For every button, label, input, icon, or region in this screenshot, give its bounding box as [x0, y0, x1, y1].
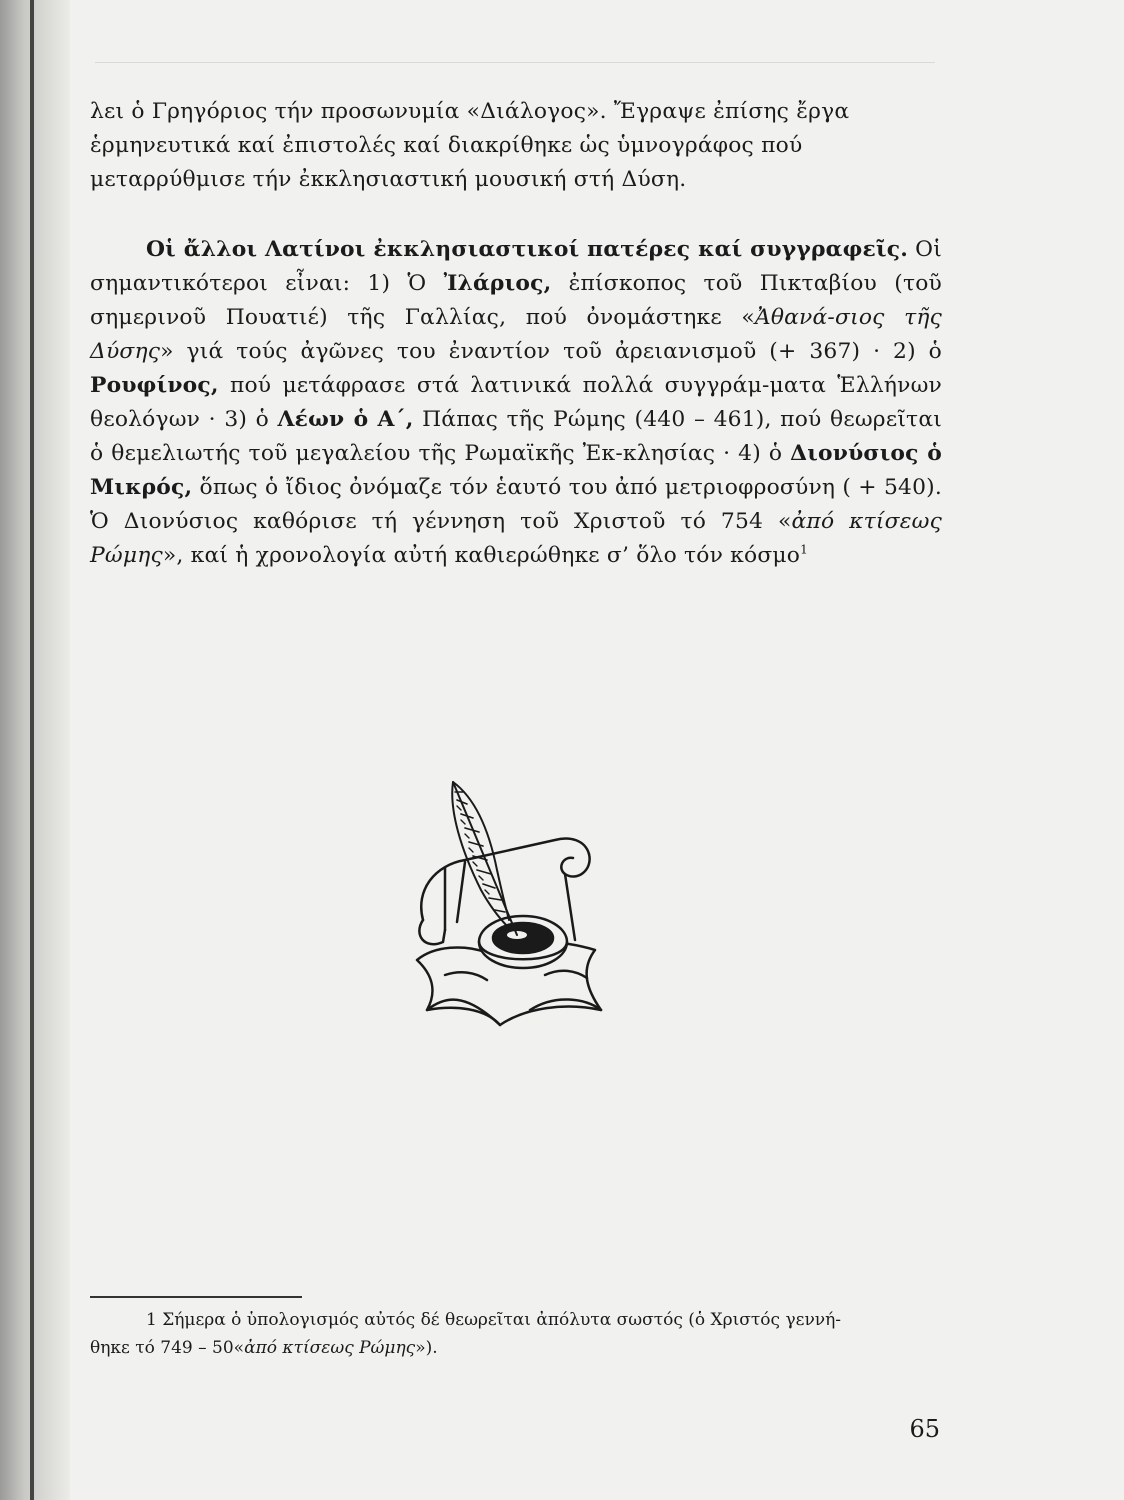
text-fragment: ὅπως ὁ ἴδιος ὀνόμαζε τόν ἑαυτό — [192, 475, 562, 500]
text-line: λει ὁ Γρηγόριος τήν προσωνυμία «Διάλογος». Ἔγραψε ἐπίσης ἔργα — [90, 99, 850, 124]
bleed-through — [95, 62, 935, 93]
name-hilarius: Ἰλάριος, — [443, 271, 552, 296]
name-leo: Λέων ὁ Α΄, — [277, 407, 414, 432]
footnote-divider — [90, 1296, 302, 1298]
text-fragment: σημαντικότεροι εἶναι: 1) Ὁ — [90, 271, 444, 296]
text-fragment: (τοῦ σημερινοῦ Πουατιέ) τῆς Γαλλίας, πού ὀνομάστηκε « — [90, 271, 942, 330]
italic-fragment: ἀπό κτίσεως Ρώμης — [90, 509, 942, 568]
text-line: ἑρμηνευτικά καί ἐπιστολές καί διακρίθηκε ὡς ὑμνογράφος πού — [90, 133, 803, 158]
text-fragment: 367) · 2) ὁ — [809, 339, 942, 364]
text-fragment: του ἀπό μετριοφροσύνη ( + 540). Ὁ Διονύσιος καθόρισε τή γέννηση — [90, 475, 942, 534]
footnote — [90, 1306, 942, 1362]
footnote-marker: 1 — [800, 542, 808, 557]
intro-paragraph — [90, 95, 942, 197]
text-fragment: Οἱ — [908, 237, 942, 262]
text-fragment: πού μετάφρασε στά λατινικά πολλά συγγράμ- — [218, 373, 770, 398]
text-fragment: τοῦ Χριστοῦ τό 754 « — [520, 509, 792, 534]
text-line: μεταρρύθμισε τήν ἐκκλησιαστική μουσική στή Δύση. — [90, 167, 687, 192]
latin-fathers-paragraph — [90, 233, 942, 573]
text-fragment: Πάπας τῆς Ρώμης (440 – — [413, 407, 706, 432]
footnote-text: »). — [415, 1338, 438, 1358]
page-number: 65 — [909, 1415, 940, 1443]
footnote-number: 1 — [146, 1310, 157, 1330]
main-text — [90, 95, 942, 573]
text-fragment: 461), πού θεωρεῖται ὁ θεμελιωτής τοῦ μεγαλείου τῆς Ρωμαϊκῆς Ἐκ- — [90, 407, 942, 466]
text-fragment: », καί ἡ χρονολογία αὐτή — [162, 543, 448, 568]
gutter-shadow — [0, 0, 70, 1500]
footnote-text: Σήμερα ὁ ὑπολογισμός αὐτός δέ θεωρεῖται ἀπόλυτα σωστός (ὁ Χριστός γεννή- — [156, 1310, 842, 1330]
italic-fragment: σιος τῆς Δύσης — [90, 305, 942, 364]
footnote-text: θηκε τό 749 – 50« — [90, 1338, 245, 1358]
footnote-italic: ἀπό κτίσεως Ρώμης — [244, 1338, 416, 1358]
name-rufinus: Ρουφίνος, — [90, 373, 219, 398]
italic-fragment: Ἀθανά- — [754, 305, 835, 330]
text-fragment: κλησίας · 4) ὁ — [622, 441, 791, 466]
text-fragment: ἐπίσκοπος τοῦ Πικταβίου — [551, 271, 878, 296]
name-dionysius: Διονύσιος ὁ Μικρός, — [90, 441, 942, 500]
quill-inkwell-scroll-icon — [405, 770, 615, 1035]
page-edge — [30, 0, 34, 1500]
text-fragment: καθιερώθηκε σ’ ὅλο τόν κόσμο — [454, 543, 801, 568]
text-fragment: ματα Ἑλλήνων θεολόγων · 3) ὁ — [90, 373, 942, 432]
section-heading: Οἱ ἄλλοι Λατίνοι ἐκκλησιαστικοί πατέρες καί συγγραφεῖς. — [146, 237, 908, 262]
text-fragment: » γιά τούς ἀγῶνες του ἐναντίον τοῦ ἀρειανισμοῦ (+ — [160, 339, 797, 364]
